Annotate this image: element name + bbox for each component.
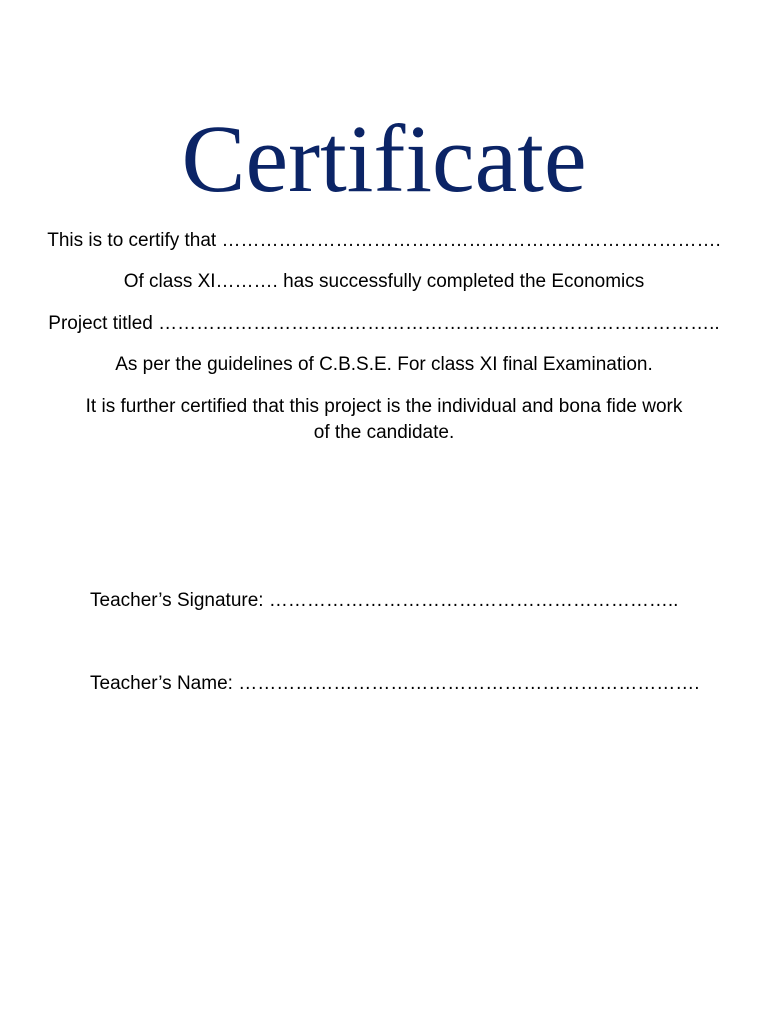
- guidelines-line: As per the guidelines of C.B.S.E. For class XI final Examination.: [115, 354, 653, 375]
- class-completion-line: Of class XI………. has successfully completed the Economics: [123, 271, 645, 292]
- project-title-line: Project titled ……………………………………………………………………………..: [48, 313, 720, 334]
- teacher-signature-field: Teacher’s Signature: ………………………………………………………..: [90, 590, 679, 611]
- certify-student-line: This is to certify that …………………………………………………………………….: [47, 230, 721, 251]
- bona-fide-statement: It is further certified that this project is the individual and bona fide work of the candidate.: [85, 396, 683, 443]
- certificate-title: Certificate: [181, 105, 587, 212]
- teacher-name-field: Teacher’s Name: ……………………………………………………………….: [90, 673, 700, 694]
